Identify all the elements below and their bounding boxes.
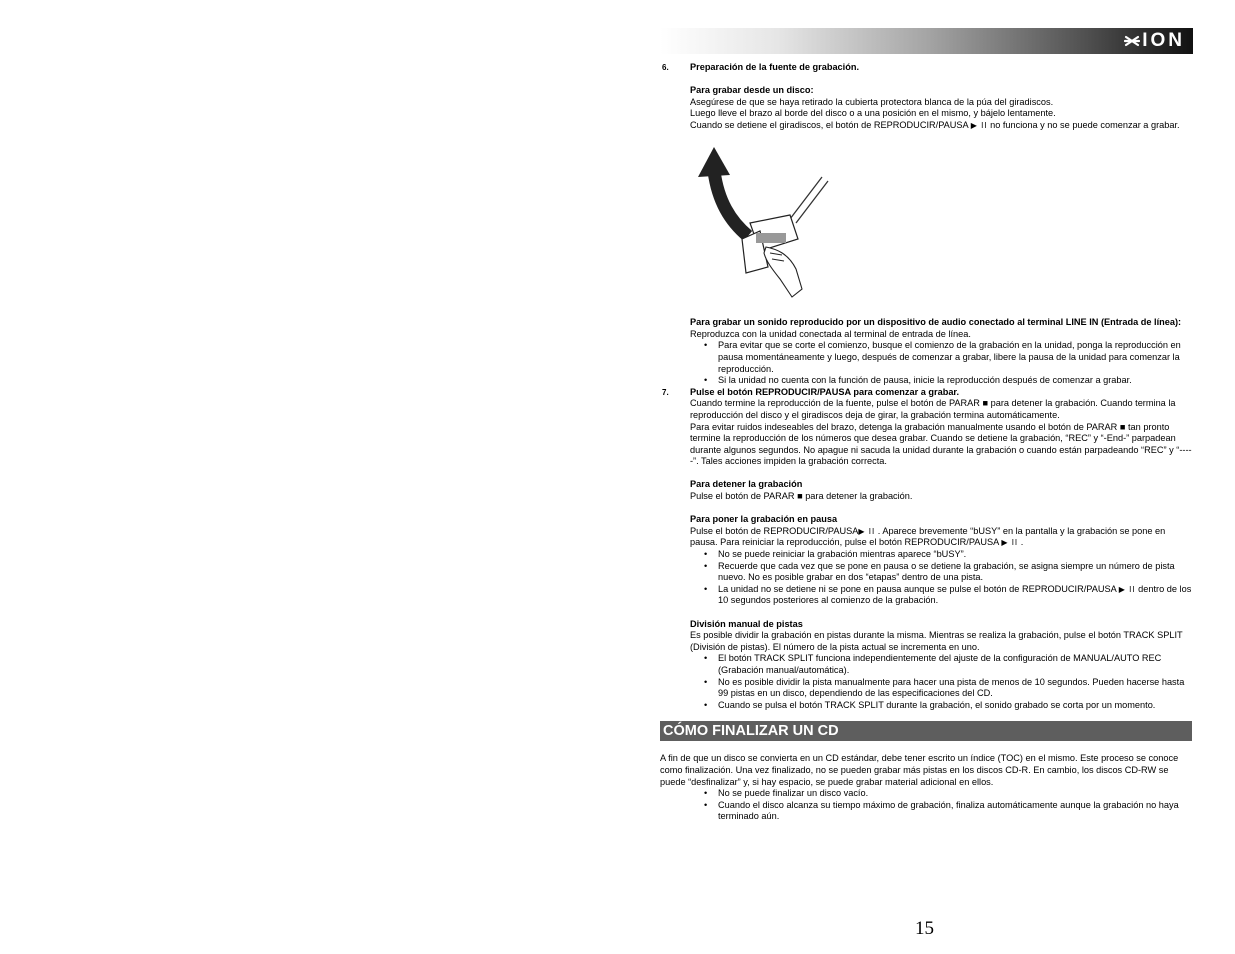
section-number: 6. (662, 63, 669, 72)
brand-name: ION (1142, 30, 1185, 51)
pause-heading: Para poner la grabación en pausa (690, 514, 838, 525)
pause-text: Pulse el botón de REPRODUCIR/PAUSA▶ II . Aparece brevemente “bUSY” en la pantalla y la grabación se pone en pausa. Para reiniciar la reproducción, pulse el botón REPRODUCIR/PAUSA ▶ II . (690, 525, 1166, 548)
list-item: • No se puede finalizar un disco vacío. (718, 788, 1192, 800)
section-title: Pulse el botón REPRODUCIR/PAUSA para comenzar a grabar. (690, 386, 960, 397)
ion-logo (1124, 30, 1185, 52)
linein-heading: Para grabar un sonido reproducido por un dispositivo de audio conectado al terminal LINE IN (Entrada de línea): (690, 317, 1182, 328)
header-gradient-bar (660, 28, 1193, 54)
list-item: • No es posible dividir la pista manualmente para hacer una pista de menos de 10 segundos. Pueden hacerse hasta 99 pistas en un disco, dependiendo de las especificaciones del CD. (718, 677, 1192, 700)
split-bullets (690, 653, 1192, 711)
linein-bullets (690, 340, 1192, 386)
section-title: Preparación de la fuente de grabación. (690, 62, 859, 72)
stop-text: Pulse el botón de PARAR ■ para detener la grabación. (690, 491, 913, 502)
finalize-text: A fin de que un disco se convierta en un CD estándar, debe tener escrito un índice (TOC) en el mismo. Este proceso se conoce como finalización. Una vez finalizado, no se pueden grabar más pistas en los discos CD-R. En cambio, los discos CD-RW se puede “desfinalizar” y, si hay espacio, se puede grabar material adicional en ellos. (660, 753, 1179, 787)
section-6 (660, 62, 1192, 387)
play-pause-icon: ▶ II (1001, 538, 1019, 548)
list-item: • Para evitar que se corte el comienzo, busque el comienzo de la grabación en la unidad, ponga la reproducción en pausa momentáneamente y luego, después de comenzar a grabar, libere la pausa de la unidad para comenzar la reproducción. (718, 340, 1192, 375)
disc-heading: Para grabar desde un disco: (690, 85, 814, 96)
list-item: • Si la unidad no cuenta con la función de pausa, inicie la reproducción después de comenzar a grabar. (718, 375, 1192, 387)
stop-icon: ■ (797, 491, 803, 502)
page-number: 15 (915, 918, 934, 939)
tonearm-illustration (690, 141, 840, 306)
stop-heading: Para detener la grabación (690, 479, 803, 490)
section-7 (660, 387, 1192, 712)
section-number: 7. (662, 387, 669, 397)
finalize-bullets (660, 788, 1192, 823)
disc-line-3: Cuando se detiene el giradiscos, el botón de REPRODUCIR/PAUSA ▶ II no funciona y no se puede comenzar a grabar. (690, 119, 1180, 130)
disc-line: Luego lleve el brazo al borde del disco o a una posición en el mismo, y bájelo lentamente. (690, 108, 1056, 119)
ion-star-icon (1124, 33, 1140, 49)
paragraph: Para evitar ruidos indeseables del brazo, detenga la grabación manualmente usando el botón de PARAR ■ tan pronto termine la reproducción de los números que desea grabar. Cuando se detiene la grabación, “REC” y “-End-” parpadean durante algunos segundos. No apague ni sacuda la unidad durante la grabación o cuando están parpadeando “REC” y “-----”. Tales acciones impiden la grabación correcta. (690, 421, 1192, 467)
linein-text: Reproduzca con la unidad conectada al terminal de entrada de línea. (690, 328, 971, 339)
pause-bullets (690, 549, 1192, 607)
play-pause-icon: ▶ II (1118, 584, 1136, 594)
paragraph: Cuando termine la reproducción de la fuente, pulse el botón de PARAR ■ para detener la grabación. Cuando termina la reproducción del disco y el giradiscos deja de girar, la grabación termina automáticamente. (690, 398, 1176, 420)
stop-icon: ■ (1119, 421, 1126, 432)
list-item: • No se puede reiniciar la grabación mientras aparece “bUSY”. (718, 549, 1192, 561)
split-heading: División manual de pistas (690, 618, 803, 629)
play-pause-icon: ▶ II (970, 120, 988, 130)
list-item: • Cuando se pulsa el botón TRACK SPLIT durante la grabación, el sonido grabado se corta por un momento. (718, 700, 1192, 712)
section-banner: CÓMO FINALIZAR UN CD (660, 721, 1192, 741)
list-item: • Cuando el disco alcanza su tiempo máximo de grabación, finaliza automáticamente aunque la grabación no haya terminado aún. (718, 800, 1192, 823)
split-text: Es posible dividir la grabación en pistas durante la misma. Mientras se realiza la grabación, pulse el botón TRACK SPLIT (División de pistas). El número de la pista actual se incrementa en uno. (690, 630, 1183, 652)
list-item: • Recuerde que cada vez que se pone en pausa o se detiene la grabación, se asigna siempre un número de pista nuevo. No es posible grabar en dos “etapas” dentro de una pista. (718, 561, 1192, 584)
stop-icon: ■ (982, 398, 989, 409)
list-item: • La unidad no se detiene ni se pone en pausa aunque se pulse el botón de REPRODUCIR/PAUSA ▶ II dentro de los 10 segundos posteriores al comienzo de la grabación. (718, 584, 1192, 607)
list-item: • El botón TRACK SPLIT funciona independientemente del ajuste de la configuración de MANUAL/AUTO REC (Grabación manual/automática). (718, 653, 1192, 676)
play-pause-icon: ▶ II (858, 526, 876, 536)
disc-line: Asegúrese de que se haya retirado la cubierta protectora blanca de la púa del giradiscos. (690, 96, 1054, 107)
page-content (660, 62, 1192, 823)
